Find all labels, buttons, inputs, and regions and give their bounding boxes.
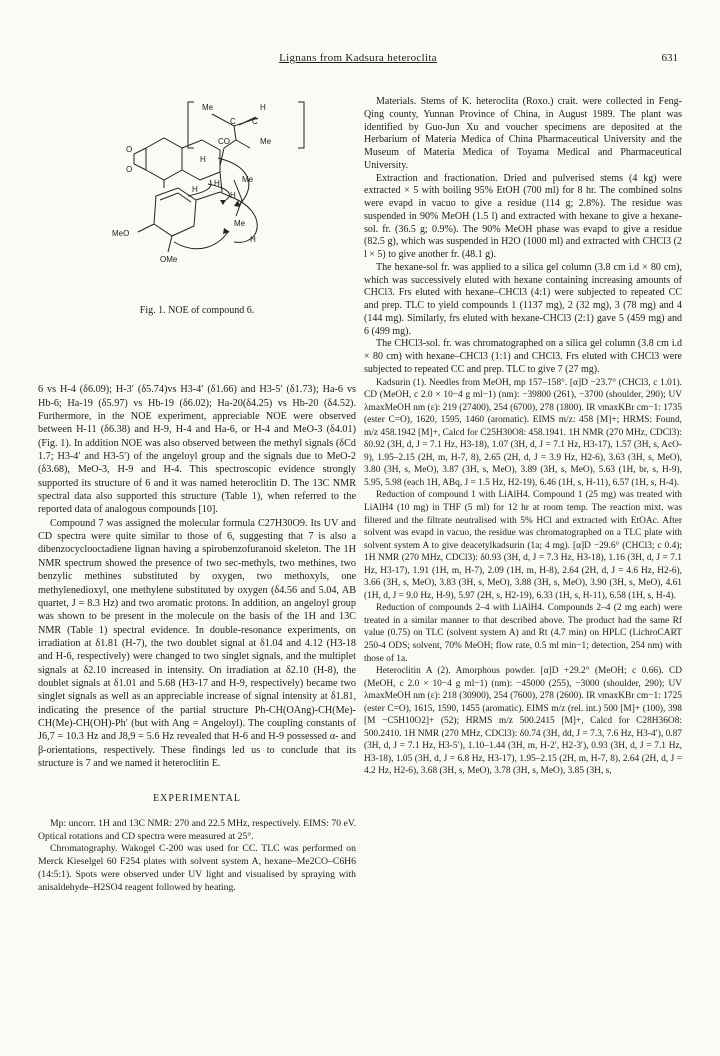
page-number: 631 [661, 52, 678, 64]
figure-label: CO [218, 137, 230, 146]
figure-label: Me [242, 175, 254, 184]
compound-data-paragraph: Reduction of compound 1 with LiAlH4. Compound 1 (25 mg) was treated with LiAlH4 (10 mg) in THF (5 ml) for 12 hr at room temp. The reaction mixt. was filtered and the filtrate neutralised with 5% HCl and extracted with EtOAc. After solvent was evapd in vacuo, the residue was chromatographed on a TLC plate with solvent system A to give deacetylkadsurin (1a; 4 mg). [α]D −29.6° (CHCl3; c 0.4); 1H NMR (270 MHz, CDCl3): δ0.93 (3H, d, J = 7.3 Hz, H3-18), 1.16 (3H, d, J = 7.1 Hz, H3-17), 1.91 (1H, m, H-7), 2.09 (1H, m, H-8), 2.64 (2H, d, J = 4.6 Hz, H2-6), 3.66 (3H, s, MeO), 3.83 (3H, s, MeO), 3.88 (3H, s, MeO), 3.90 (3H, s, MeO), 4.61 (1H, d, J = 9.0 Hz, H-9), 5.97 (2H, s, H2-19), 6.33 (1H, s, H-11), 6.58 (1H, s, H-4). [364, 490, 682, 601]
figure-label: H [250, 235, 256, 244]
figure-label: OMe [160, 255, 178, 264]
figure-label: MeO [112, 229, 130, 238]
running-title: Lignans from Kadsura heteroclita [279, 52, 437, 64]
body-paragraph: 6 vs H-4 (δ6.09); H-3′ (δ5.74)vs H3-4′ (δ1.66) and H3-5′ (δ1.73); Ha-6 vs Hb-6; Ha-19 (δ5.97) vs Hb-19 (δ6.02); Ha-20(δ4.25) vs Hb-20 (δ4.52). Furthermore, in the NOE experiment, appreciable NOE were observed between H-11 (δ6.38) and H-9, H-4 and Ha-6, or H-4 and MeO-3 (δ4.01) (Fig. 1). In addition NOE was also observed between the methyl signals (δCd 1.7; H3-4′ and H3-5′) of the angeloyl group and the signals due to MeO-2 (δ3.68), MeO-3, H-9 and H-4. This spectroscopic evidence strongly supported its structure of 6 and it was named heteroclitin D. The 13C NMR spectral data also supported this structure (Table 1), when referred to the reported data of analogous compounds [10]. [38, 384, 356, 516]
body-paragraph: Materials. Stems of K. heteroclita (Roxo.) crait. were collected in Feng-Qing county, Yunnan Province of China, in August 1989. The plant was identified by Guo-Jun Xu and voucher specimens are deposited at the Herbarium of Materia Medica of China Pharmaceutical University and the Museum of Materia Medica of Toyama Medical and Pharmaceutical University. [364, 96, 682, 171]
page-header [38, 52, 678, 68]
figure-label: O [126, 145, 133, 154]
figure-label: C [252, 117, 258, 126]
section-title: EXPERIMENTAL [153, 793, 241, 805]
figure-label: Me [260, 137, 272, 146]
figure-label: H [230, 191, 236, 200]
figure-label: O [126, 165, 133, 174]
compound-data-paragraph: Heteroclitin A (2). Amorphous powder. [α]D +29.2° (MeOH; c 0.66). CD (MeOH, c 2.0 × 10−4 g ml−1) (nm): −45000 (255), −3000 (shoulder, 290); UV λmaxMeOH nm (ε): 218 (30900), 254 (7600), 278 (2600). IR νmaxKBr cm−1: 1725 (ester C=O), 1615, 1590, 1455 (aromatic). EIMS m/z (rel. int.) 500 [M]+ (100), 398 [M −C5H10O2]+ (52); HRMS m/z 500.2415 [M]+, Calcd for C28H36O8: 500.2410. 1H NMR (270 MHz, CDCl3): δ0.74 (3H, dd, J = 7.3, 7.6 Hz, H3-4′), 0.87 (3H, d, J = 7.1 Hz, H3-5′), 1.10–1.44 (3H, m, H-2′, H2-3′), 0.93 (3H, d, J = 7.1 Hz, H3-18), 1.05 (3H, d, J = 6.8 Hz, H3-17), 1.95–2.15 (2H, m, H-7, 8), 2.64 (2H, d, J = 4.2 Hz, H2-6), 3.68 (3H, s, MeO), 3.78 (3H, s, MeO), 3.85 (3H, s, [364, 666, 682, 777]
figure-caption: Fig. 1. NOE of compound 6. [139, 305, 255, 316]
body-paragraph: Extraction and fractionation. Dried and pulverised stems (4 kg) were extracted × 5 with boiling 95% EtOH (700 ml) for 8 hr. The combined solns were evapd in vacuo to give a residue (114 g; 2.8%). The residue was suspended in 90% MeOH (1.5 l) and extracted with hexane to give a hexane-sol. fr. (36.5 g; 0.9%). The 90% MeOH phase was evapd to give a residue (82.5 g), which was suspended in H2O (1000 ml) and extracted with CHCl3 (2 l × 5) to give another fr. (48.1 g). [364, 172, 682, 260]
body-paragraph: The CHCl3-sol. fr. was chromatographed on a silica gel column (3.8 cm i.d × 80 cm) with hexane–CHCl3 (1:1) and CHCl3. Frs eluted with CHCl3 were subjected to repeated CC and prep. TLC to give 7 (27 mg). [364, 338, 682, 375]
figure-label: H [214, 179, 220, 188]
experimental-paragraph: Mp: uncorr. 1H and 13C NMR: 270 and 22.5 MHz, respectively. EIMS: 70 eV. Optical rotations and CD spectra were measured at 25°. [38, 817, 356, 842]
chemical-structure-drawing [38, 96, 356, 294]
experimental-section [38, 818, 356, 895]
figure-label: Me [234, 219, 246, 228]
figure-label: H [192, 185, 198, 194]
figure-label: H [200, 155, 206, 164]
experimental-paragraph: Chromatography. Wakogel C-200 was used for CC. TLC was performed on Merck Kieselgel 60 F254 plates with solvent system A, hexane–Me2CO–C6H6 (14:5:1). Spots were observed under UV light and visualised by spraying with anisaldehyde–H2SO4 reagent followed by heating. [38, 843, 356, 894]
figure-label: Me [202, 103, 214, 112]
left-column [38, 96, 356, 895]
figure-label: H [260, 103, 266, 112]
compound-data-paragraph: Reduction of compounds 2–4 with LiAlH4. Compounds 2–4 (2 mg each) were treated in a similar manner to that described above. The product had the same Rf value (0.75) on TLC (solvent system A) and Rt (4.7 min) on HPLC (LichroCART 250-4 ODS; solvent, 70% MeOH; flow rate, 0.5 ml min−1; detection, 254 nm) with those of 1a. [364, 603, 682, 664]
body-paragraph: The hexane-sol fr. was applied to a silica gel column (3.8 cm i.d × 80 cm), which was successively eluted with hexane containing increasing amounts of CHCl3. Frs eluted with hexane–CHCl3 (4:1) were subjected to repeated CC and prep. TLC to yield compounds 1 (1137 mg), 2 (32 mg), 3 (78 mg) and 4 (144 mg). Similarly, frs eluted with hexane-CHCl3 (2:1) gave 5 (459 mg) and 6 (499 mg). [364, 261, 682, 337]
right-column [364, 96, 682, 778]
figure-label: C [230, 117, 236, 126]
noe-figure [38, 96, 356, 294]
compound-data-paragraph: Kadsurin (1). Needles from MeOH, mp 157–158°. [α]D −23.7° (CHCl3, c 1.01). CD (MeOH, c 2.0 × 10−4 g ml−1) (nm): −39800 (261), −3700 (shoulder, 290); UV λmaxMeOH nm (ε): 219 (27400), 254 (6700), 278 (1800). IR νmaxKBr cm−1: 1735 (ester C=O), 1620, 1595, 1460 (aromatic). EIMS m/z: 458 [M]+; HRMS: Found, m/z 458.1942 [M]+, Calcd for C25H30O8: 458.1941. 1H NMR (270 MHz, CDCl3): δ0.92 (3H, d, J = 7.1 Hz, H3-18), 1.07 (3H, d, J = 7.1 Hz, H3-17), 1.57 (3H, s, AcO-9), 1.95–2.15 (2H, m, H-7, 8), 2.65 (2H, d, J = 3.9 Hz, H2-6), 3.63 (3H, s, MeO), 3.80 (3H, s, MeO), 3.87 (3H, s, MeO), 3.89 (3H, s, MeO), 5.63 (1H, br, s, H-9), 5.95, 5.98 (each 1H, ABq, J = 1.5 Hz, H2-19), 6.46 (1H, s, H-11), 6.57 (1H, s, H-4). [364, 377, 682, 488]
body-paragraph: Compound 7 was assigned the molecular formula C27H30O9. Its UV and CD spectra were quite similar to those of 6, suggesting that 7 is also a dibenzocyclooctadiene lignan having a spirobenzofuranoid skeleton. The 1H NMR spectrum showed the presence of two sec-methyls, two methines, two benzylic methines substituted by oxygen, two methoxyls, one methylenedioxyl, one methylene substituted by oxygen (δ4.56 and 5.04, AB quartet, J = 8.3 Hz) and two aromatic protons. In addition, an angeloyl group was shown to be present in the molecule on the basis of the 1H and 13C NMR (Table 1) spectral evidence. In double-resonance experiments, on irradiation at δ1.81 (H-7), the two doublet signal at δ1.04 and 4.12 (H3-18 and H-6, respectively) were changed to two singlet signals, and the multiplet signals at δ2.10 increased in intensity. On irradiation at δ2.10 (H-8), the doublet signals at δ1.01 and 5.68 (H3-17 and H-9, respectively) became two singlet signals as well as an appreciable increase of signal intensity at δ1.81, indicating the presence of the partial structure Ph-CH(OAng)-CH(Me)-CH(Me)-CH(OH)-Ph′ (but with Ang = Angeloyl). The coupling constants of J6,7 = 10.3 Hz and J8,9 = 5.6 Hz revealed that H-6 and H-9 possessed α- and β-orientations, respectively. These findings led us to conclude that its structure is 7 and we named it heteroclitin E. [38, 517, 356, 769]
